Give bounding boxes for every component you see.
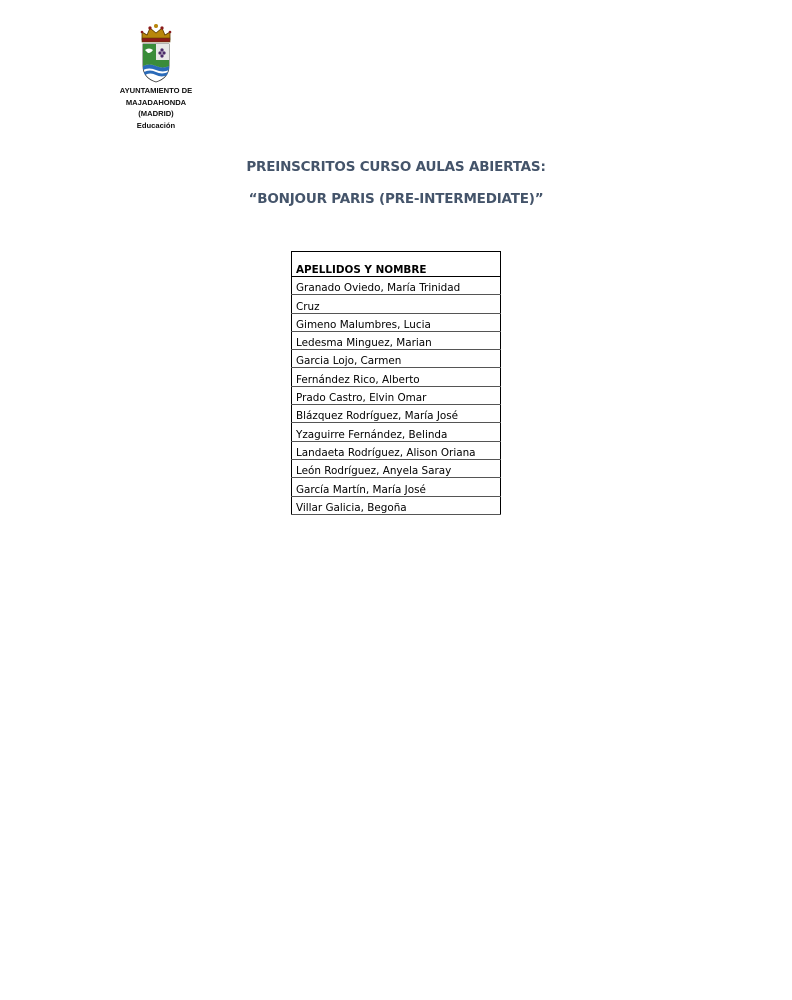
student-name: Granado Oviedo, María Trinidad — [292, 277, 501, 295]
student-name: Cruz — [292, 295, 501, 313]
table-row — [292, 459, 501, 477]
table-header-row — [292, 252, 501, 277]
student-name: Prado Castro, Elvin Omar — [292, 386, 501, 404]
org-line-2: MAJADAHONDA — [125, 97, 187, 107]
table-row — [292, 423, 501, 441]
table-row — [292, 405, 501, 423]
table-row — [292, 331, 501, 349]
table-row — [292, 441, 501, 459]
page-title: PREINSCRITOS CURSO AULAS ABIERTAS: — [246, 159, 546, 175]
student-name: Gimeno Malumbres, Lucia — [292, 313, 501, 331]
org-line-3: (MADRID) — [138, 109, 174, 118]
enrollment-table — [291, 251, 501, 515]
student-name: Villar Galicia, Begoña — [292, 496, 501, 514]
table-row — [292, 386, 501, 404]
organization-name — [100, 85, 212, 131]
coat-of-arms-icon — [136, 20, 176, 84]
table-row — [292, 277, 501, 295]
student-name: Garcia Lojo, Carmen — [292, 350, 501, 368]
table-row — [292, 295, 501, 313]
department-name: Educación — [136, 120, 176, 130]
table-row — [292, 313, 501, 331]
student-name: Ledesma Minguez, Marian — [292, 331, 501, 349]
student-name: Landaeta Rodríguez, Alison Oriana — [292, 441, 501, 459]
table-row — [292, 350, 501, 368]
table-row — [292, 368, 501, 386]
student-name: Yzaguirre Fernández, Belinda — [292, 423, 501, 441]
student-name: Blázquez Rodríguez, María José — [292, 405, 501, 423]
course-name: “BONJOUR PARIS (PRE-INTERMEDIATE)” — [248, 191, 544, 207]
column-header-name: APELLIDOS Y NOMBRE — [292, 252, 501, 277]
table-row — [292, 496, 501, 514]
student-name: León Rodríguez, Anyela Saray — [292, 459, 501, 477]
table-row — [292, 478, 501, 496]
org-line-1: AYUNTAMIENTO DE — [119, 86, 193, 95]
student-name: Fernández Rico, Alberto — [292, 368, 501, 386]
student-name: García Martín, María José — [292, 478, 501, 496]
